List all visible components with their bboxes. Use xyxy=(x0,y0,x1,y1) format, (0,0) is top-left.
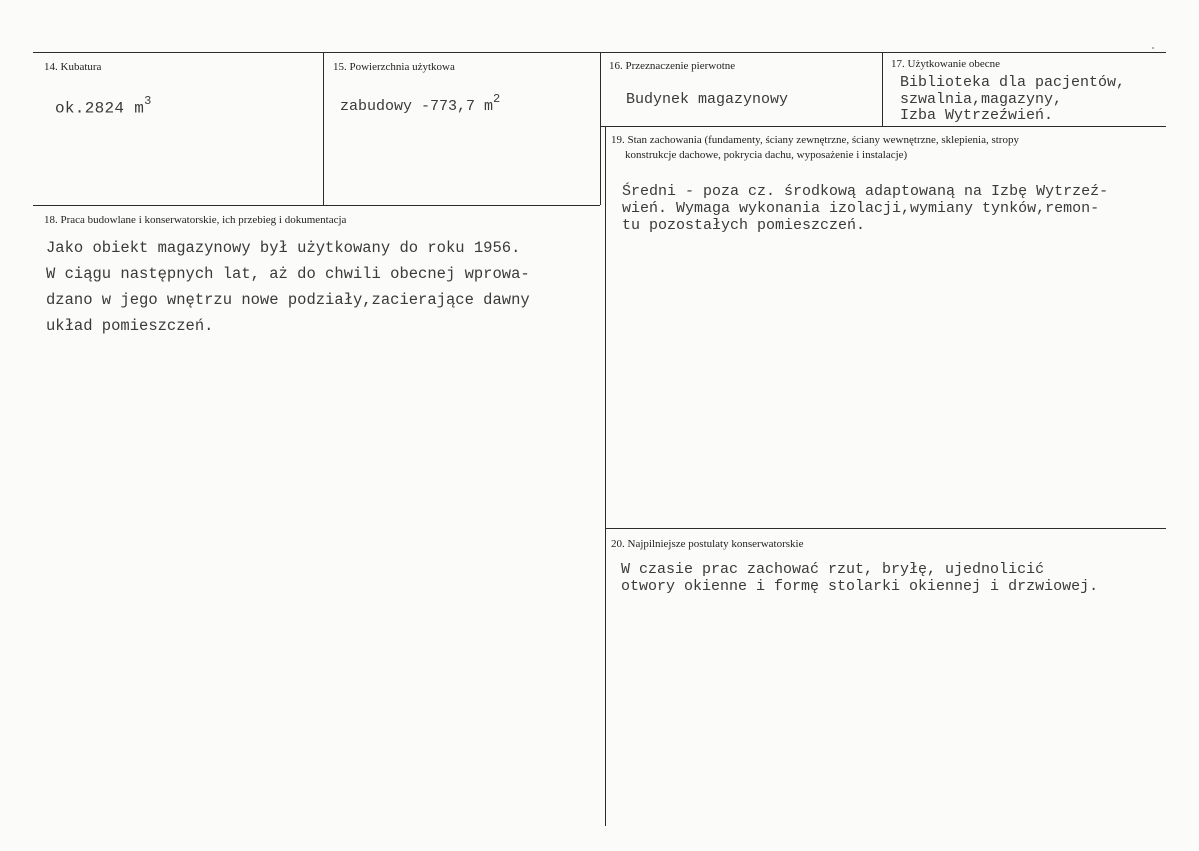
divider-16-17 xyxy=(882,52,883,126)
stan-zachowania-line: Średni - poza cz. środkową adaptowaną na Izbę Wytrzeź- xyxy=(622,183,1109,200)
left-row-divider xyxy=(33,205,600,206)
center-divider-upper xyxy=(600,52,601,205)
center-divider-lower xyxy=(605,126,606,826)
powierzchnia-value xyxy=(340,93,500,115)
uzytkowanie-line: Biblioteka dla pacjentów, xyxy=(900,74,1126,91)
przeznaczenie-label: 16. Przeznaczenie pierwotne xyxy=(609,60,736,72)
postulaty-label: 20. Najpilniejsze postulaty konserwatorskie xyxy=(611,538,804,550)
kubatura-exponent: 3 xyxy=(144,94,152,108)
right-row-divider-20 xyxy=(605,528,1166,529)
prace-label: 18. Praca budowlane i konserwatorskie, ich przebieg i dokumentacja xyxy=(44,214,347,226)
kubatura-value xyxy=(55,95,152,117)
przeznaczenie-value: Budynek magazynowy xyxy=(626,91,789,108)
prace-line: Jako obiekt magazynowy był użytkowany do roku 1956. xyxy=(46,239,521,257)
kubatura-text: ok.2824 m xyxy=(55,99,145,118)
divider-14-15 xyxy=(323,52,324,205)
kubatura-label: 14. Kubatura xyxy=(44,61,102,73)
powierzchnia-exponent: 2 xyxy=(493,92,501,106)
stan-zachowania-line: tu pozostałych pomieszczeń. xyxy=(622,217,866,234)
right-row-divider-19 xyxy=(600,126,1166,127)
stray-mark xyxy=(1152,47,1154,49)
postulaty-line: otwory okienne i formę stolarki okiennej i drzwiowej. xyxy=(621,578,1099,595)
stan-zachowania-label-line2: konstrukcje dachowe, pokrycia dachu, wyposażenie i instalacje) xyxy=(625,149,908,161)
uzytkowanie-label: 17. Użytkowanie obecne xyxy=(891,58,1001,70)
prace-line: dzano w jego wnętrzu nowe podziały,zacierające dawny xyxy=(46,291,530,309)
uzytkowanie-line: Izba Wytrzeźwień. xyxy=(900,107,1054,124)
stan-zachowania-label-line1: 19. Stan zachowania (fundamenty, ściany zewnętrzne, ściany wewnętrzne, sklepienia, stropy xyxy=(611,134,1019,146)
powierzchnia-label: 15. Powierzchnia użytkowa xyxy=(333,61,455,73)
prace-line: W ciągu następnych lat, aż do chwili obecnej wprowa- xyxy=(46,265,530,283)
prace-line: układ pomieszczeń. xyxy=(46,317,214,335)
uzytkowanie-line: szwalnia,magazyny, xyxy=(900,91,1063,108)
powierzchnia-text: zabudowy -773,7 m xyxy=(340,98,494,115)
postulaty-line: W czasie prac zachować rzut, bryłę, ujednolicić xyxy=(621,561,1045,578)
stan-zachowania-line: wień. Wymaga wykonania izolacji,wymiany tynków,remon- xyxy=(622,200,1100,217)
